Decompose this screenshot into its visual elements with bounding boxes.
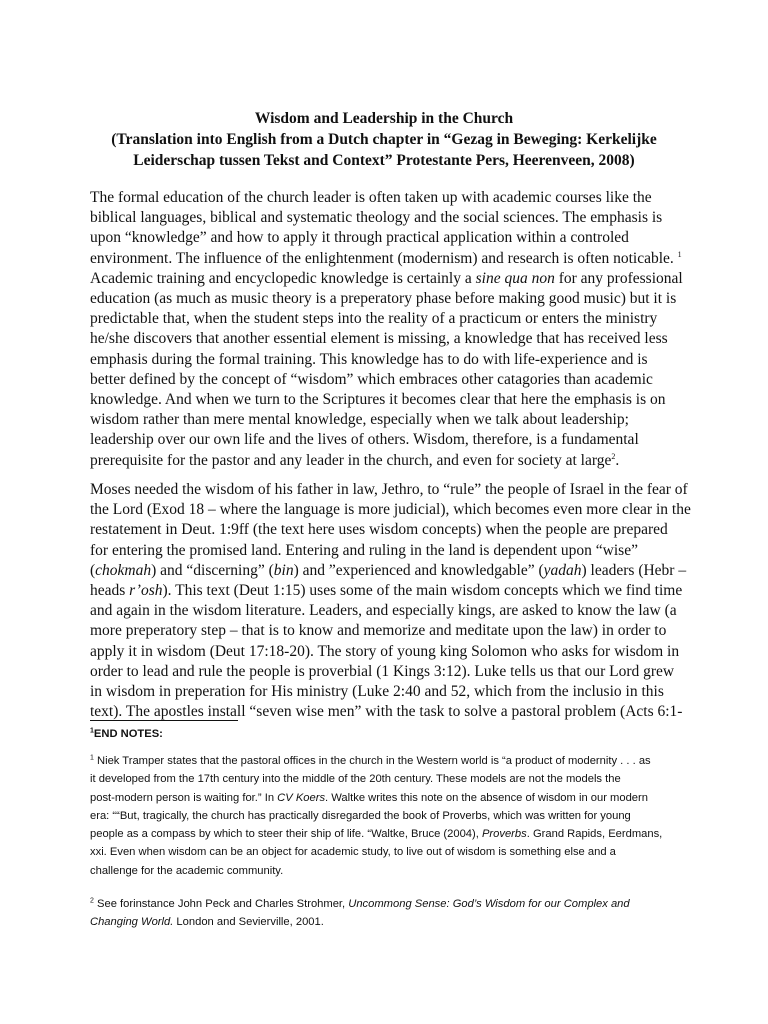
text-run: Academic training and encyclopedic knowledge is certainly a	[90, 269, 476, 287]
text-line: The formal education of the church leader is often taken up with academic courses like the	[90, 189, 652, 206]
text-run: . Waltke writes this note on the absence of wisdom in our modern	[325, 791, 648, 804]
text-line	[90, 825, 680, 843]
endnote-mark: 1	[90, 727, 94, 735]
endnote-ref-1[interactable]: 1	[677, 249, 682, 259]
endnotes-heading	[90, 725, 680, 743]
hebrew-term: yadah	[543, 561, 582, 579]
text-line: xxi. Even when wisdom can be an object for academic study, to live out of wisdom is something else and a	[90, 846, 616, 859]
text-line: it developed from the 17th century into the middle of the 20th century. These models are not the models the	[90, 773, 621, 786]
text-line: text). The apostles install “seven wise men” with the task to solve a pastoral problem (Acts 6:1-	[90, 703, 683, 721]
text-line: more preperatory step – that is to know and memorize and meditate upon the law) in order to	[90, 622, 667, 640]
text-line: emphasis during the formal training. This knowledge has to do with life-experience and is	[90, 350, 648, 368]
endnotes-divider	[90, 720, 238, 721]
text-line	[90, 451, 680, 471]
text-run: ) and “discerning” (	[151, 561, 274, 579]
hebrew-term: bin	[273, 561, 294, 579]
italic-title: Proverbs	[481, 828, 527, 841]
text-run: heads	[90, 582, 130, 600]
endnote-2	[90, 895, 680, 932]
text-line: he/she discovers that another essential element is missing, a knowledge that has received less	[90, 330, 668, 348]
text-run: post-modern person is waiting for.” In	[90, 791, 278, 804]
text-run: prerequisite for the pastor and any leader in the church, and even for society at large	[90, 451, 612, 469]
text-line: biblical languages, biblical and systematic theology and the social sciences. The emphasis is	[90, 209, 663, 227]
text-run: ) and ”experienced and knowledgable” (	[293, 561, 544, 579]
endnote-1	[90, 752, 680, 880]
text-line: predictable that, when the student steps into the reality of a practicum or enters the ministry	[90, 310, 658, 328]
text-run: for any professional	[554, 269, 683, 287]
text-line: education (as much as music theory is a preperatory phase before making good music) but it is	[90, 290, 677, 308]
endnote-mark: 1	[90, 754, 94, 762]
endnote-ref-2[interactable]: 2	[611, 451, 616, 461]
text-line: better defined by the concept of “wisdom” which embraces other catagories than academic	[90, 370, 653, 388]
endnote-mark: 2	[90, 897, 94, 905]
text-run: . Grand Rapids, Eerdmans,	[526, 828, 663, 841]
paragraph-2	[90, 480, 691, 722]
text-line: the Lord (Exod 18 – where the language is more judicial), which becomes even more clear in the	[90, 501, 691, 519]
text-run: environment. The influence of the enlightenment (modernism) and research is often noticable.	[90, 249, 674, 267]
italic-title: CV Koers	[277, 791, 326, 804]
italic-title: Uncommong Sense: God’s Wisdom for our Complex and	[348, 898, 630, 910]
text-line: and again in the wisdom literature. Leaders, and especially kings, are asked to know the law (a	[90, 602, 677, 620]
title-line-3: Leiderschap tussen Tekst and Context” Protestante Pers, Heerenveen, 2008)	[133, 152, 635, 169]
text-run: .	[615, 451, 620, 469]
text-line	[90, 752, 680, 770]
endnotes-heading-label: END NOTES:	[93, 728, 163, 740]
text-line: knowledge. And when we turn to the Scriptures it becomes clear that here the emphasis is on	[90, 391, 666, 409]
text-line: restatement in Deut. 1:9ff (the text here uses wisdom concepts) when the people are prepared	[90, 521, 668, 539]
text-line: challenge for the academic community.	[90, 864, 284, 877]
text-run: London and Sevierville, 2001.	[173, 916, 324, 929]
text-run: ). This text (Deut 1:15) uses some of the main wisdom concepts which we find time	[162, 582, 683, 600]
text-line	[90, 561, 687, 581]
text-line: in wisdom in preperation for His ministry (Luke 2:40 and 52, which from the inclusio in this	[90, 683, 664, 701]
hebrew-term: chokmah	[95, 561, 152, 579]
text-line	[90, 913, 680, 931]
text-line	[90, 789, 680, 807]
text-line: era: ““But, tragically, the church has practically disregarded the book of Proverbs, which was written for young	[90, 809, 631, 822]
text-run: See forinstance John Peck and Charles Strohmer,	[97, 898, 349, 910]
italic-phrase: sine qua non	[475, 269, 555, 287]
text-line	[90, 269, 683, 289]
hebrew-term: r’osh	[129, 582, 163, 600]
text-line	[90, 249, 680, 269]
paragraph-1	[90, 188, 683, 471]
text-line: order to lead and rule the people is proverbial (1 Kings 3:12). Luke tells us that our Lord grew	[90, 662, 675, 680]
title-line-1: Wisdom and Leadership in the Church	[254, 110, 514, 127]
text-line	[90, 581, 683, 601]
text-run: Niek Tramper states that the pastoral offices in the church in the Western world is “a product of modernity . . . as	[97, 755, 651, 767]
text-line: Moses needed the wisdom of his father in law, Jethro, to “rule” the people of Israel in the fear of	[90, 481, 688, 498]
document-title	[90, 108, 678, 171]
text-line: apply it in wisdom (Deut 17:18-20). The story of young king Solomon who asks for wisdom in	[90, 642, 680, 660]
text-line: wisdom rather than mere mental knowledge, especially when we talk about leadership;	[90, 411, 629, 429]
text-line	[90, 895, 680, 913]
text-line: upon “knowledge” and how to apply it through practical application within a controled	[90, 229, 629, 247]
title-line-2: (Translation into English from a Dutch chapter in “Gezag in Beweging: Kerkelijke	[111, 131, 657, 148]
text-line: for entering the promised land. Entering and ruling in the land is dependent upon “wise”	[90, 541, 638, 559]
text-run: (	[90, 561, 96, 579]
text-run: ) leaders (Hebr –	[581, 561, 687, 579]
italic-title: Changing World.	[90, 916, 174, 929]
text-run: people as a compass by which to steer their ship of life. “Waltke, Bruce (2004),	[90, 828, 482, 841]
text-line: leadership over our own life and the lives of others. Wisdom, therefore, is a fundamental	[90, 431, 639, 449]
